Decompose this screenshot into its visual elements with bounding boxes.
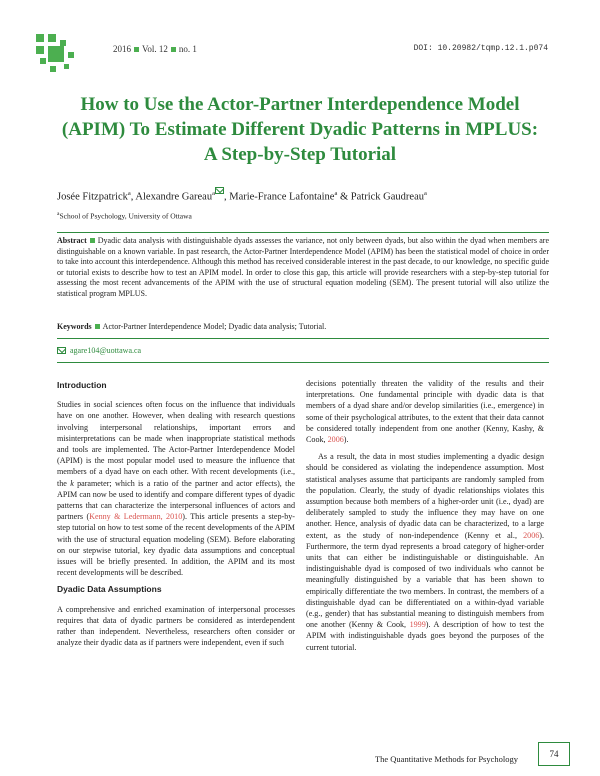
keywords bbox=[57, 322, 549, 331]
citation-link[interactable]: 1999 bbox=[409, 620, 426, 630]
issue-number: no. 1 bbox=[178, 44, 197, 54]
author-1-affil: a bbox=[127, 190, 131, 197]
author-2-affil: a bbox=[212, 190, 215, 197]
paragraph: decisions potentially threaten the validity of the results and their interpretations. One fundamental principle with dyadic data is that members of a dyad share and/or develop similarities (i.e., emergence) in some of their psychological attributes, to the extent that their data cannot be considered totally independent from one another (Kenny, Kashy, & Cook, 2006). bbox=[306, 379, 544, 445]
author-3: Marie-France Lafontaine bbox=[229, 191, 335, 203]
year: 2016 bbox=[113, 44, 131, 54]
page-header bbox=[113, 44, 548, 58]
paragraph: As a result, the data in most studies implementing a dyadic design should be considered as violating the independence assumption. Most statistical analyses assume that participants are randomly sampled from the population. Clearly, the study of dyadic relationships violates this assumption because both members of a higher-order unit (i.e., dyad) are deliberately sampled to study the influence they may have on one another. Hence, analysis of dyadic data can be characterized, to a large extent, as the study of non-independence (Kenny et al., 2006). Furthermore, the term dyad represents a broad category of higher-order units that can either be indistinguishable or distinguishable. An indistinguishable dyad is composed of two individuals who cannot be meaningfully distinguished by a variable that has been shown to empirically differentiate the two members. In contrast, the members of a distinguishable dyad can be differentiated on a within-dyad variable (e.g., gender) that has substantial meaning to distinguish members from one another (Kenny & Cook, 1999). A description of how to test the APIM with indistinguishable dyads goes beyond the purposes of the current tutorial. bbox=[306, 452, 544, 652]
contact-email[interactable]: agare104@uottawa.ca bbox=[57, 346, 141, 355]
abstract bbox=[57, 236, 549, 299]
heading-dyadic-assumptions: Dyadic Data Assumptions bbox=[57, 584, 162, 595]
author-list: Josée Fitzpatrick$^a$, Alexandre Gareau$^a$ , Marie-France Lafontaine$^a$ & Patrick Gaudreau$^a$ bbox=[57, 190, 427, 203]
divider bbox=[57, 338, 549, 339]
heading-introduction: Introduction bbox=[57, 380, 107, 390]
issue-info bbox=[113, 44, 197, 54]
divider bbox=[57, 362, 549, 363]
author-4-affil: a bbox=[423, 190, 427, 197]
author-1: Josée Fitzpatrick bbox=[57, 191, 128, 203]
citation-link[interactable]: Kenny & Ledermann, 2010 bbox=[89, 512, 183, 522]
keywords-label: Keywords bbox=[57, 322, 92, 331]
mail-icon bbox=[57, 347, 66, 354]
author-3-affil: a bbox=[334, 190, 338, 197]
abstract-text: Dyadic data analysis with distinguishable dyads assesses the variance, not only between dyads, but also within the dyad when members are distinguishable on a known variable. In past research, the Actor-Partner Interdependence Model (APIM) has been the statistical model of choice in order to take into account this interdependence. Although this method has received considerable interest in the past decade, to our knowledge, no specific guide or tutorial exists to describe how to test an APIM model. In order to close this gap, this article will provide researchers with a step-by-step tutorial for assessing the most recent advancements of the APIM with the use of structural equation modeling (SEM). The present tutorial will also utilize the statistical program MPLUS. bbox=[57, 236, 549, 298]
footer-journal-name: The Quantitative Methods for Psychology bbox=[374, 754, 518, 764]
affiliation: $^a$School of Psychology, University of Ottawa bbox=[57, 211, 192, 221]
divider bbox=[57, 232, 549, 233]
citation-link[interactable]: 2006 bbox=[523, 530, 540, 540]
keywords-text: Actor-Partner Interdependence Model; Dyadic data analysis; Tutorial. bbox=[102, 322, 327, 331]
right-column bbox=[306, 378, 544, 659]
paragraph: A comprehensive and enriched examination of interpersonal processes requires that data of dyadic partners be considered as interdependent rather than independent. Nevertheless, researchers often consider or analyze their dyadic data as if partners were independent, even if such bbox=[57, 604, 295, 648]
left-column bbox=[57, 380, 295, 654]
page-number: 74 bbox=[538, 742, 570, 766]
journal-logo bbox=[36, 34, 76, 74]
article-title: How to Use the Actor-Partner Interdependence Model (APIM) To Estimate Different Dyadic Patterns in MPLUS: A Step-by-Step Tutorial bbox=[61, 94, 539, 165]
doi[interactable]: DOI: 10.20982/tqmp.12.1.p074 bbox=[413, 44, 548, 53]
mail-icon[interactable] bbox=[215, 187, 224, 194]
volume: Vol. 12 bbox=[142, 44, 168, 54]
citation-link[interactable]: 2006 bbox=[327, 435, 344, 445]
author-4: Patrick Gaudreau bbox=[350, 191, 424, 203]
abstract-label: Abstract bbox=[57, 236, 87, 245]
author-2: Alexandre Gareau bbox=[135, 191, 213, 203]
paragraph: Studies in social sciences often focus on the influence that individuals have on one another. However, when dealing with research questions involving interpersonal relationships, important errors and misinterpretations can be made when inappropriate statistical methods and tools are implemented. The Actor-Partner Interdependence Model (APIM) is the most popular model used to measure the influence that members of a dyad have on each other. With recent developments (i.e., the k parameter; which is a ratio of the partner and actor effects), the APIM can now be used to identify and compare different types of dyadic patterns that can characterize the interpersonal influences of actors and partners (Kenny & Ledermann, 2010). This article presents a step-by-step tutorial on how to test some of the recent developments of the APIM with the use of structural equation modeling (SEM). Before elaborating on our stepwise tutorial, key dyadic data assumptions and conceptual issues will be briefly presented. In addition, the APIM and its most recent developments will be described. bbox=[57, 400, 295, 578]
